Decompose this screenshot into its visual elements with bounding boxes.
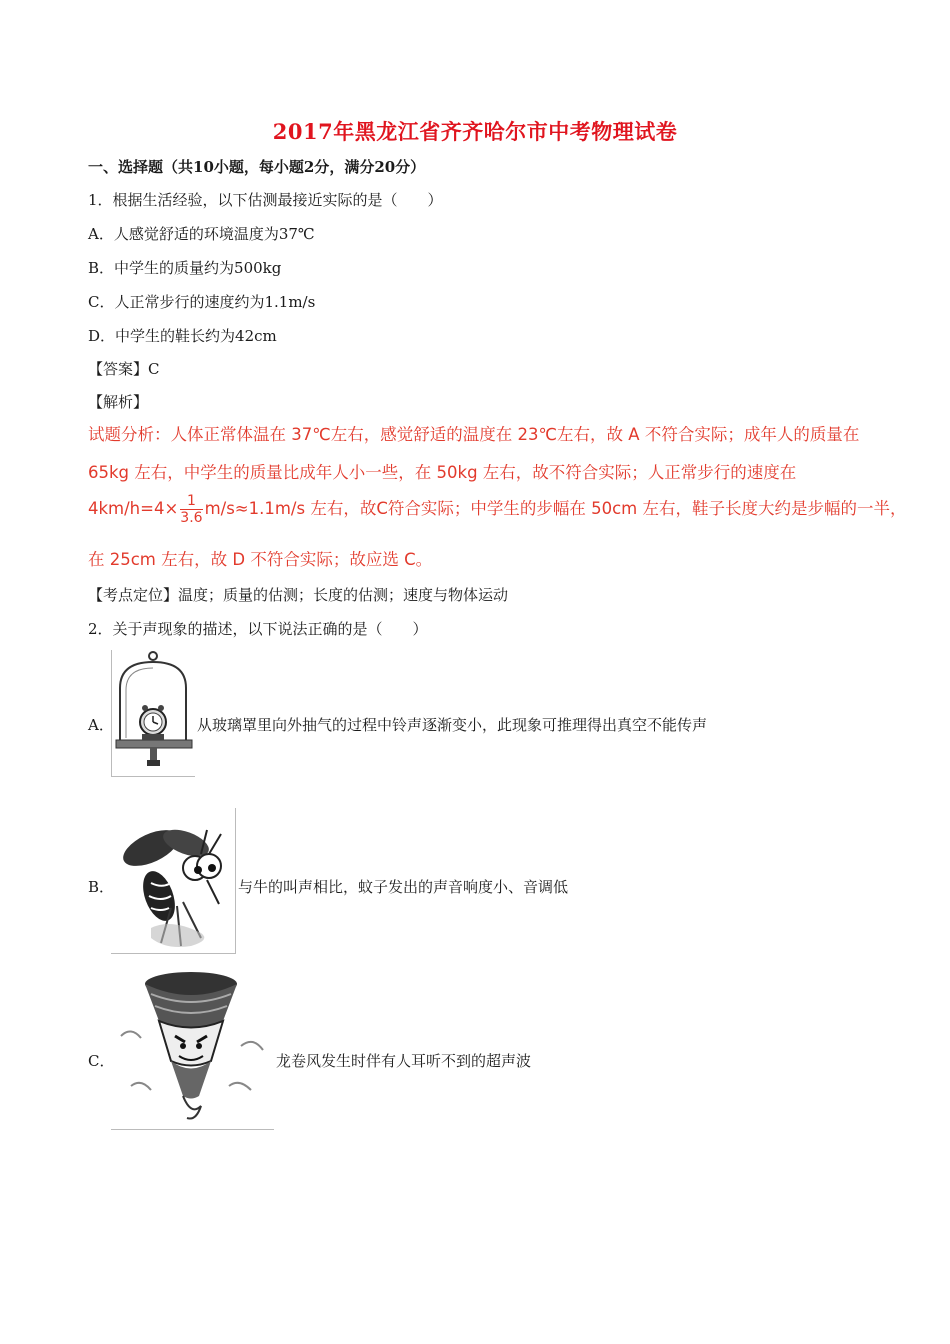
q1-option-a: A．人感觉舒适的环境温度为37℃ — [88, 225, 315, 243]
q1-points: 【考点定位】温度；质量的估测；长度的估测；速度与物体运动 — [88, 586, 509, 604]
q1-analysis-label: 【解析】 — [88, 393, 149, 411]
section-heading: 一、选择题（共10小题，每小题2分，满分20分） — [88, 158, 426, 176]
tornado-icon — [111, 966, 274, 1130]
q2-option-a-text: 从玻璃罩里向外抽气的过程中铃声逐渐变小，此现象可推理得出真空不能传声 — [197, 716, 708, 734]
q1-option-c: C．人正常步行的速度约为1.1m/s — [88, 293, 316, 311]
analysis-line-3 — [88, 493, 906, 526]
analysis-line-3-start: 4km/h=4× — [88, 499, 179, 518]
q2-option-b-letter: B． — [88, 878, 115, 896]
q1-answer: 【答案】C — [88, 360, 160, 378]
analysis-line-4: 在 25cm 左右，故 D 不符合实际；故应选 C。 — [88, 550, 433, 569]
fraction-denominator: 3.6 — [180, 510, 203, 526]
q1-option-b: B．中学生的质量约为500kg — [88, 259, 282, 277]
q1-option-d: D．中学生的鞋长约为42cm — [88, 327, 277, 345]
mosquito-icon — [111, 808, 236, 954]
bell-jar-clock-icon — [111, 650, 195, 777]
fraction — [180, 493, 202, 526]
q2-option-c-text: 龙卷风发生时伴有人耳听不到的超声波 — [276, 1052, 532, 1070]
fraction-numerator: 1 — [180, 493, 202, 510]
page-title: 2017年黑龙江省齐齐哈尔市中考物理试卷 — [272, 119, 678, 144]
question-1-stem: 1．根据生活经验，以下估测最接近实际的是（ ） — [88, 191, 443, 209]
analysis-line-1: 试题分析：人体正常体温在 37℃左右，感觉舒适的温度在 23℃左右，故 A 不符合实际；成年人的质量在 — [88, 425, 860, 444]
analysis-line-3-end: m/s≈1.1m/s 左右，故C符合实际；中学生的步幅在 50cm 左右，鞋子长度大约是步幅的一半， — [204, 499, 907, 518]
analysis-line-2: 65kg 左右，中学生的质量比成年人小一些，在 50kg 左右，故不符合实际；人正常步行的速度在 — [88, 463, 797, 482]
q2-option-b-text: 与牛的叫声相比，蚊子发出的声音响度小、音调低 — [238, 878, 569, 896]
q2-option-a-letter: A． — [88, 716, 114, 734]
q2-option-c-letter: C． — [88, 1052, 115, 1070]
question-2-stem: 2．关于声现象的描述，以下说法正确的是（ ） — [88, 620, 428, 638]
